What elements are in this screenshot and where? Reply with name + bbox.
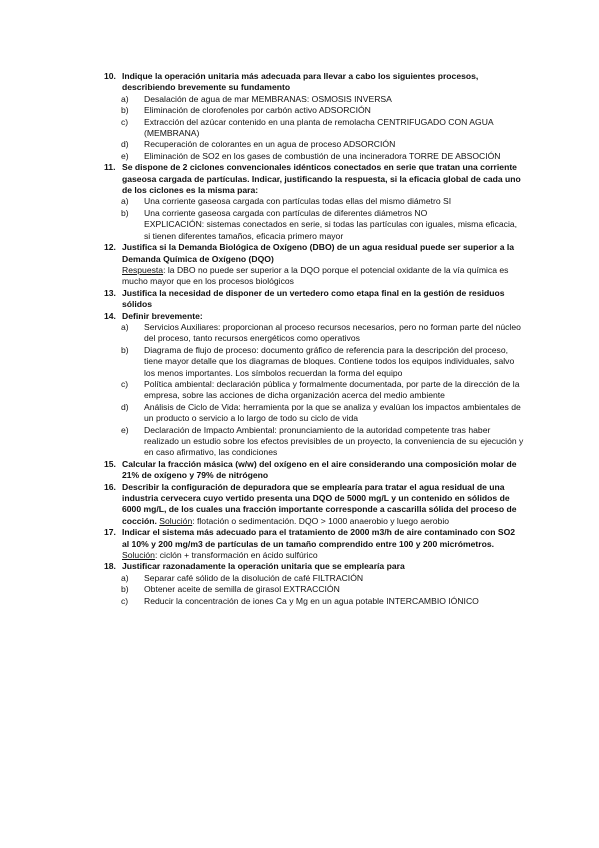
answer-item xyxy=(104,151,524,162)
item-text: Análisis de Ciclo de Vida: herramienta por la que se analiza y evalúan los impactos ambientales de un producto o servicio a lo largo de todo su ciclo de vida xyxy=(144,401,521,424)
question-text: Justificar razonadamente la operación unitaria que se emplearía para xyxy=(122,561,405,572)
item-text: Recuperación de colorantes en un agua de proceso ADSORCIÓN xyxy=(144,139,396,150)
answer-item xyxy=(104,196,524,207)
question-10 xyxy=(104,71,524,94)
item-text: Separar café sólido de la disolución de café FILTRACIÓN xyxy=(144,572,364,583)
solution-label: Solución xyxy=(159,515,193,526)
item-label: a) xyxy=(121,93,129,104)
item-text: Eliminación de clorofenoles por carbón activo ADSORCIÓN xyxy=(144,105,371,116)
question-number: 14. xyxy=(104,310,116,321)
item-label: d) xyxy=(121,139,129,150)
item-text: Reducir la concentración de iones Ca y Mg en un agua potable INTERCAMBIO IÓNICO xyxy=(144,595,479,606)
question-text: Se dispone de 2 ciclones convencionales idénticos conectados en serie que tratan una corriente gaseosa cargada de partículas. Indicar, justificando la respuesta, si la eficacia global de cada uno de los ciclones es la misma para: xyxy=(122,162,521,196)
item-label: c) xyxy=(121,116,129,127)
answer-item xyxy=(104,94,524,105)
answer-item xyxy=(104,379,524,402)
answer-item xyxy=(104,139,524,150)
question-text: Definir brevemente: xyxy=(122,310,203,321)
item-text: Extracción del azúcar contenido en una planta de remolacha CENTRIFUGADO CON AGUA (MEMBRANA) xyxy=(144,116,494,139)
answer-item xyxy=(104,596,524,607)
question-number: 11. xyxy=(104,162,116,173)
question-17 xyxy=(104,527,524,561)
question-number: 18. xyxy=(104,561,116,572)
answer-item xyxy=(104,402,524,425)
item-text: Eliminación de SO2 en los gases de combustión de una incineradora TORRE DE ABSOCIÓN xyxy=(144,150,501,161)
item-text: Política ambiental: declaración pública y formalmente documentada, por parte de la dirección de la empresa, sobre las acciones de dicha organización acerca del medio ambiente xyxy=(144,378,520,401)
question-text: Justifica la necesidad de disponer de un vertedero como etapa final en la gestión de residuos sólidos xyxy=(122,287,505,310)
answer-item xyxy=(104,117,524,140)
question-number: 17. xyxy=(104,527,116,538)
answer-item xyxy=(104,345,524,379)
solution-label: Solución xyxy=(122,550,155,561)
item-text: Diagrama de flujo de proceso: documento gráfico de referencia para la descripción del proceso, tiene mayor detalle que los diagramas de bloques. Contiene todos los equipos individuales, salvo los menos importantes. Los símbolos recuerdan la forma del equipo xyxy=(144,344,515,378)
item-label: b) xyxy=(121,207,129,218)
explanation-text: EXPLICACIÓN: sistemas conectados en serie, si todas las partículas con iguales, misma eficacia, si tienen diferentes tamaños, eficacia primero mayor xyxy=(144,219,518,241)
answer-item xyxy=(104,105,524,116)
item-label: e) xyxy=(121,150,129,161)
question-list xyxy=(104,71,524,607)
answer-item xyxy=(104,584,524,595)
answer-paragraph xyxy=(104,265,524,288)
question-11 xyxy=(104,162,524,196)
question-number: 15. xyxy=(104,458,116,469)
question-15 xyxy=(104,459,524,482)
item-text: Obtener aceite de semilla de girasol EXTRACCIÓN xyxy=(144,584,340,595)
answer-text: : la DBO no puede ser superior a la DQO porque el potencial oxidante de la vía química es mucho mayor que en los procesos biológicos xyxy=(122,264,509,287)
question-number: 16. xyxy=(104,481,116,492)
item-text: Declaración de Impacto Ambiental: pronunciamiento de la autoridad competente tras haber realizado un estudio sobre los efectos previsibles de un proyecto, la conveniencia de su ejecución y en caso afirmativo, las condiciones xyxy=(144,424,524,458)
item-text: Servicios Auxiliares: proporcionan al proceso recursos necesarios, pero no forman parte del núcleo del proceso, tanto recursos energéticos como operativos xyxy=(144,321,521,344)
item-label: b) xyxy=(121,105,129,116)
question-18 xyxy=(104,561,524,572)
question-14 xyxy=(104,311,524,322)
item-text: Una corriente gaseosa cargada con partículas todas ellas del mismo diámetro SI xyxy=(144,196,452,207)
item-text: Desalación de agua de mar MEMBRANAS: OSMOSIS INVERSA xyxy=(144,93,392,104)
item-label: b) xyxy=(121,584,129,595)
item-label: c) xyxy=(121,595,129,606)
question-16 xyxy=(104,482,524,528)
question-number: 13. xyxy=(104,287,116,298)
item-label: a) xyxy=(121,196,129,207)
question-text: Indique la operación unitaria más adecuada para llevar a cabo los siguientes procesos, describiendo brevemente su fundamento xyxy=(122,71,479,93)
item-label: e) xyxy=(121,424,129,435)
question-number: 12. xyxy=(104,242,116,253)
question-text: Justifica si la Demanda Biológica de Oxígeno (DBO) de un agua residual puede ser superior a la Demanda Química de Oxígeno (DQO) xyxy=(122,242,515,264)
question-text: Calcular la fracción másica (w/w) del oxígeno en el aire considerando una composición molar de 21% de oxígeno y 79% de nitrógeno xyxy=(122,458,517,481)
item-label: a) xyxy=(121,321,129,332)
solution-text: : flotación o sedimentación. DQO > 1000 anaerobio y luego aerobio xyxy=(192,515,450,526)
answer-item xyxy=(104,573,524,584)
item-text: Una corriente gaseosa cargada con partículas de diferentes diámetros NO xyxy=(144,207,428,218)
question-text: Describir la configuración de depuradora que se emplearía para tratar el agua residual de una industria cervecera cuyo vertido presenta una DQO de 5000 mg/L y un contenido en sólidos de 6000 mg/L, de los cuales una fracción importante corresponde a cascarilla sólida del proceso de cocción. xyxy=(122,481,517,526)
item-label: d) xyxy=(121,401,129,412)
answer-label: Respuesta xyxy=(122,264,164,275)
question-13 xyxy=(104,288,524,311)
solution-text: : ciclón + transformación en ácido sulfúrico xyxy=(154,550,318,561)
question-12 xyxy=(104,242,524,265)
item-label: c) xyxy=(121,378,129,389)
question-number: 10. xyxy=(104,71,116,81)
answer-item xyxy=(104,322,524,345)
item-label: b) xyxy=(121,344,129,355)
question-text: Indicar el sistema más adecuado para el tratamiento de 2000 m3/h de aire contaminado con SO2 al 10% y 200 mg/m3 de partículas de un tamaño comprendido entre 100 y 200 micrómetros. xyxy=(122,527,516,549)
answer-item xyxy=(104,208,524,219)
answer-item xyxy=(104,425,524,459)
item-label: a) xyxy=(121,572,129,583)
